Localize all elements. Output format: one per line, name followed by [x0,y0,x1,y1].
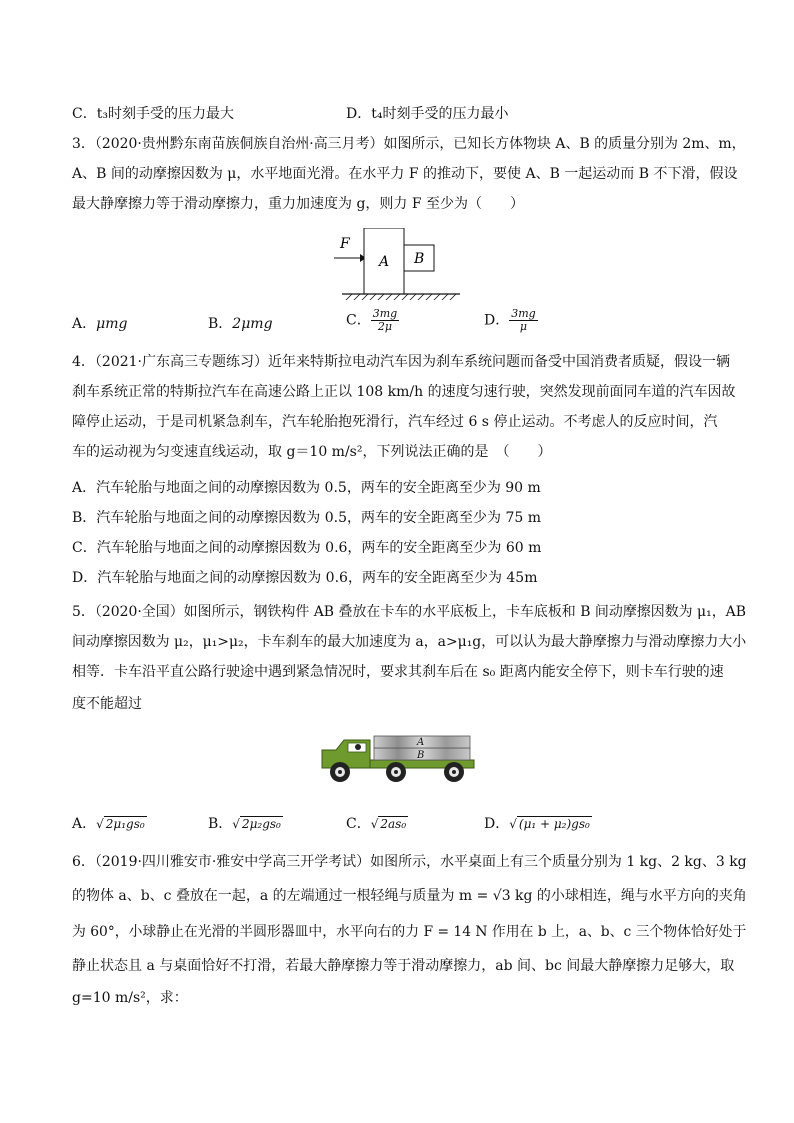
q5-option-a-expr: 2μ₁gs₀ [105,817,145,831]
q5-stem-line-2: 间动摩擦因数为 μ₂，μ₁>μ₂，卡车刹车的最大加速度为 a，a>μ₁g，可以认为最大静摩擦力与滑动摩擦力大小 [72,634,747,650]
q3-option-d [484,308,538,333]
q3-option-c-fraction [371,308,399,333]
q3-stem-line-2: A、B 间的动摩擦因数为 μ，水平地面光滑。在水平力 F 的推动下，要使 A、B 一起运动而 B 不下滑，假设 [72,166,738,182]
q2-option-d: D．t₄时刻手受的压力最小 [346,106,509,122]
q3-option-c-denominator: 2μ [377,320,393,333]
q3-option-c-numerator: 3mg [372,307,398,320]
q3-option-c-letter: C． [346,312,371,329]
q5-option-c [346,814,408,834]
q5-option-a [72,814,147,834]
beam-a-label: A [417,737,425,748]
q4-stem-line-4: 车的运动视为匀变速直线运动，取 g＝10 m/s²，下列说法正确的是 （ ） [72,444,552,460]
q4-stem-line-2: 刹车系统正常的特斯拉汽车在高速公路上正以 108 km/h 的速度匀速行驶，突然发现前面同车道的汽车因故 [72,384,736,400]
force-label-f: F [340,236,350,252]
q3-stem-line-1: 3．（2020·贵州黔东南苗族侗族自治州·高三月考）如图所示，已知长方体物块 A、B 的质量分别为 2m、m， [72,136,746,152]
q5-stem-line-4: 度不能超过 [72,696,142,712]
ground-hatching [346,294,456,300]
q5-option-c-letter: C． [346,816,371,832]
q5-option-d-expr: (μ₁ + μ₂)gs₀ [518,817,590,831]
q5-option-d-root: √ (μ₁ + μ₂)gs₀ [509,817,590,831]
q4-option-d: D．汽车轮胎与地面之间的动摩擦因数为 0.6，两车的安全距离至少为 45m [72,570,538,586]
q5-option-b-expr: 2μ₂gs₀ [241,817,281,831]
block-b-label: B [414,251,425,267]
q3-option-a-letter: A． [72,316,97,332]
q3-option-d-denominator: μ [519,320,528,333]
q3-option-d-fraction [509,308,537,333]
q5-option-b [208,814,283,834]
q6-stem-line-5: g=10 m/s²，求： [72,990,188,1006]
rear-wheel [444,762,464,782]
q3-option-b-expr: 2μmg [232,316,273,332]
q5-option-a-root: √ 2μ₁gs₀ [96,817,145,831]
q3-option-b-letter: B． [208,316,233,332]
q5-option-d-letter: D． [484,816,510,832]
q5-option-c-expr: 2as₀ [380,817,407,831]
q5-option-b-root: √ 2μ₂gs₀ [232,817,281,831]
q5-option-b-letter: B． [208,816,233,832]
q3-option-b [208,314,273,334]
q6-stem-line-4: 静止状态且 a 与桌面恰好不打滑，若最大静摩擦力等于滑动摩擦力，ab 间、bc 间最大静摩擦力足够大，取 [72,958,735,974]
q3-option-a [72,314,127,334]
front-wheel [330,762,350,782]
q6-stem-line-2: 的物体 a、b、c 叠放在一起，a 的左端通过一根轻绳与质量为 m = √3 kg 的小球相连，绳与水平方向的夹角 [72,888,747,904]
q3-option-d-letter: D． [484,312,510,329]
q3-block-diagram [330,228,470,304]
q3-option-a-expr: μmg [96,316,128,332]
driver-head [355,744,361,750]
q5-stem-line-3: 相等．卡车沿平直公路行驶途中遇到紧急情况时，要求其刹车后在 s₀ 距离内能安全停下，则卡车行驶的速 [72,664,724,680]
beam-b-label: B [417,750,425,761]
q4-stem-line-1: 4．（2021·广东高三专题练习）近年来特斯拉电动汽车因为刹车系统问题而备受中国消费者质疑，假设一辆 [72,354,730,370]
q2-option-c: C．t₃时刻手受的压力最大 [72,106,234,122]
q5-stem-line-1: 5．（2020·全国）如图所示，钢铁构件 AB 叠放在卡车的水平底板上，卡车底板和 B 间动摩擦因数为 μ₁，AB [72,604,747,620]
q4-option-b: B．汽车轮胎与地面之间的动摩擦因数为 0.5，两车的安全距离至少为 75 m [72,510,541,526]
q5-option-c-root: √ 2as₀ [370,817,407,831]
q3-stem-line-3: 最大静摩擦力等于滑动摩擦力，重力加速度为 g，则力 F 至少为（ ） [72,196,525,212]
q4-option-c: C．汽车轮胎与地面之间的动摩擦因数为 0.6，两车的安全距离至少为 60 m [72,540,542,556]
q5-option-a-letter: A． [72,816,97,832]
middle-wheel [386,762,406,782]
q3-option-d-numerator: 3mg [511,307,536,320]
q5-option-d [484,814,592,834]
q4-option-a: A．汽车轮胎与地面之间的动摩擦因数为 0.5，两车的安全距离至少为 90 m [72,480,541,496]
q4-stem-line-3: 障停止运动，于是司机紧急刹车，汽车轮胎抱死滑行，汽车经过 6 s 停止运动。不考虑人的反应时间，汽 [72,414,718,430]
block-a-label: A [379,254,390,270]
q3-option-c [346,308,399,333]
q5-truck-diagram [318,730,478,786]
q6-stem-line-3: 为 60°，小球静止在光滑的半圆形器皿中，水平向右的力 F = 14 N 作用在 b 上，a、b、c 三个物体恰好处于 [72,924,747,940]
q6-stem-line-1: 6．（2019·四川雅安市·雅安中学高三开学考试）如图所示，水平桌面上有三个质量分别为 1 kg、2 kg、3 kg [72,854,747,870]
